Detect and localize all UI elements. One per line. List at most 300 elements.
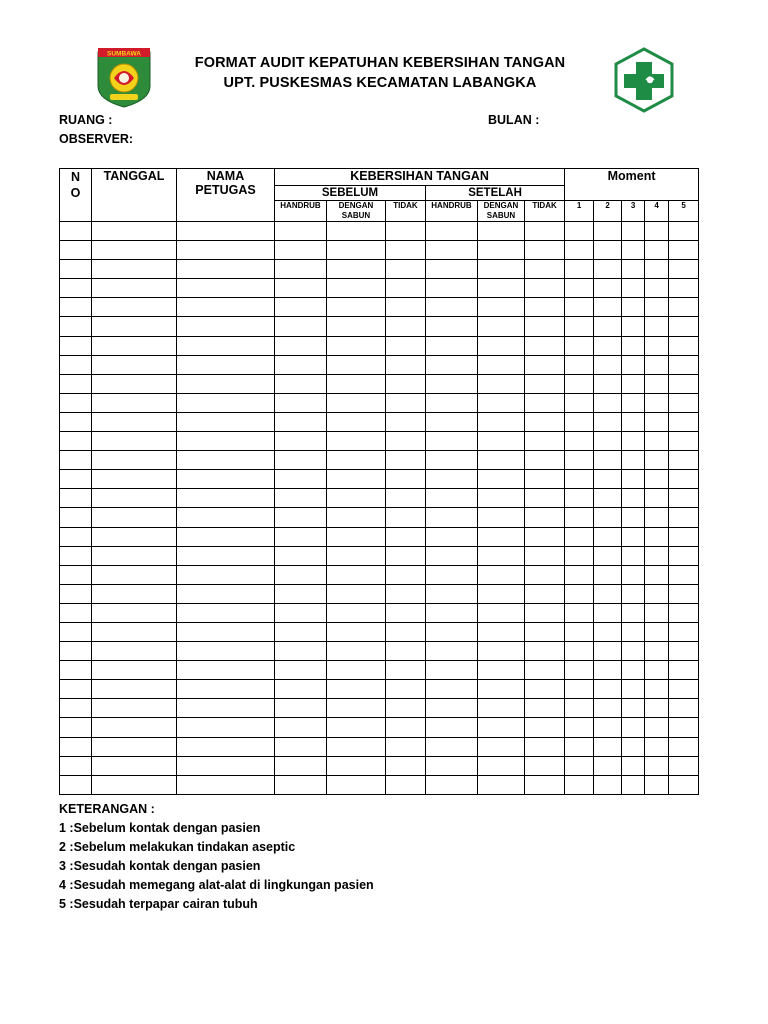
table-cell[interactable] (525, 699, 565, 718)
table-cell[interactable] (478, 622, 525, 641)
table-cell[interactable] (565, 374, 594, 393)
table-cell[interactable] (478, 603, 525, 622)
table-cell[interactable] (478, 374, 525, 393)
table-cell[interactable] (565, 432, 594, 451)
table-cell[interactable] (669, 527, 699, 546)
table-cell[interactable] (275, 317, 327, 336)
table-cell[interactable] (426, 775, 478, 794)
table-cell[interactable] (92, 642, 177, 661)
table-cell[interactable] (622, 279, 645, 298)
table-cell[interactable] (275, 546, 327, 565)
table-cell[interactable] (177, 718, 275, 737)
table-cell[interactable] (622, 565, 645, 584)
table-cell[interactable] (622, 336, 645, 355)
table-cell[interactable] (426, 584, 478, 603)
table-cell[interactable] (478, 355, 525, 374)
table-cell[interactable] (386, 336, 426, 355)
table-cell[interactable] (594, 470, 622, 489)
table-cell[interactable] (565, 260, 594, 279)
table-cell[interactable] (525, 451, 565, 470)
table-cell[interactable] (594, 642, 622, 661)
table-cell[interactable] (386, 718, 426, 737)
table-cell[interactable] (669, 584, 699, 603)
table-cell[interactable] (60, 508, 92, 527)
table-cell[interactable] (525, 527, 565, 546)
table-cell[interactable] (622, 222, 645, 241)
table-cell[interactable] (594, 737, 622, 756)
table-cell[interactable] (177, 527, 275, 546)
table-cell[interactable] (525, 661, 565, 680)
table-cell[interactable] (669, 412, 699, 431)
table-cell[interactable] (669, 241, 699, 260)
table-cell[interactable] (478, 260, 525, 279)
table-cell[interactable] (525, 241, 565, 260)
table-cell[interactable] (478, 222, 525, 241)
table-cell[interactable] (478, 393, 525, 412)
table-cell[interactable] (92, 222, 177, 241)
table-cell[interactable] (525, 393, 565, 412)
table-cell[interactable] (645, 279, 669, 298)
table-cell[interactable] (594, 489, 622, 508)
table-cell[interactable] (525, 756, 565, 775)
table-cell[interactable] (92, 661, 177, 680)
table-cell[interactable] (327, 527, 386, 546)
table-cell[interactable] (525, 508, 565, 527)
table-cell[interactable] (275, 527, 327, 546)
table-cell[interactable] (275, 222, 327, 241)
table-cell[interactable] (60, 451, 92, 470)
table-cell[interactable] (594, 222, 622, 241)
table-cell[interactable] (669, 393, 699, 412)
table-cell[interactable] (525, 298, 565, 317)
table-cell[interactable] (622, 527, 645, 546)
table-cell[interactable] (645, 317, 669, 336)
table-cell[interactable] (60, 336, 92, 355)
table-cell[interactable] (386, 317, 426, 336)
table-cell[interactable] (92, 680, 177, 699)
table-cell[interactable] (327, 412, 386, 431)
table-cell[interactable] (669, 737, 699, 756)
table-cell[interactable] (327, 298, 386, 317)
table-cell[interactable] (327, 374, 386, 393)
table-cell[interactable] (669, 260, 699, 279)
table-cell[interactable] (60, 412, 92, 431)
table-cell[interactable] (478, 642, 525, 661)
table-cell[interactable] (622, 374, 645, 393)
table-cell[interactable] (327, 222, 386, 241)
table-cell[interactable] (92, 298, 177, 317)
table-cell[interactable] (386, 489, 426, 508)
table-cell[interactable] (426, 222, 478, 241)
table-cell[interactable] (645, 622, 669, 641)
table-cell[interactable] (594, 699, 622, 718)
table-cell[interactable] (92, 584, 177, 603)
table-cell[interactable] (478, 584, 525, 603)
table-cell[interactable] (426, 546, 478, 565)
table-cell[interactable] (645, 680, 669, 699)
table-cell[interactable] (92, 355, 177, 374)
table-cell[interactable] (177, 241, 275, 260)
table-cell[interactable] (177, 603, 275, 622)
table-cell[interactable] (525, 546, 565, 565)
table-cell[interactable] (669, 661, 699, 680)
table-cell[interactable] (478, 432, 525, 451)
table-cell[interactable] (327, 355, 386, 374)
table-cell[interactable] (645, 470, 669, 489)
table-cell[interactable] (426, 260, 478, 279)
table-cell[interactable] (645, 527, 669, 546)
table-cell[interactable] (386, 775, 426, 794)
table-cell[interactable] (669, 489, 699, 508)
table-cell[interactable] (327, 279, 386, 298)
table-cell[interactable] (386, 603, 426, 622)
table-cell[interactable] (60, 661, 92, 680)
table-cell[interactable] (327, 584, 386, 603)
table-cell[interactable] (386, 374, 426, 393)
table-cell[interactable] (645, 260, 669, 279)
table-cell[interactable] (426, 393, 478, 412)
table-cell[interactable] (426, 603, 478, 622)
table-cell[interactable] (622, 489, 645, 508)
table-cell[interactable] (478, 241, 525, 260)
table-cell[interactable] (645, 241, 669, 260)
table-cell[interactable] (177, 298, 275, 317)
table-cell[interactable] (386, 432, 426, 451)
table-cell[interactable] (92, 470, 177, 489)
table-cell[interactable] (327, 336, 386, 355)
table-cell[interactable] (478, 565, 525, 584)
table-cell[interactable] (645, 374, 669, 393)
table-cell[interactable] (177, 336, 275, 355)
table-cell[interactable] (60, 489, 92, 508)
table-cell[interactable] (327, 642, 386, 661)
table-cell[interactable] (426, 432, 478, 451)
table-cell[interactable] (60, 470, 92, 489)
table-cell[interactable] (669, 699, 699, 718)
table-cell[interactable] (669, 775, 699, 794)
table-cell[interactable] (275, 718, 327, 737)
table-cell[interactable] (525, 355, 565, 374)
table-cell[interactable] (669, 222, 699, 241)
table-cell[interactable] (327, 775, 386, 794)
table-cell[interactable] (426, 661, 478, 680)
table-cell[interactable] (426, 412, 478, 431)
table-cell[interactable] (565, 584, 594, 603)
table-cell[interactable] (622, 412, 645, 431)
table-cell[interactable] (60, 565, 92, 584)
table-cell[interactable] (594, 775, 622, 794)
table-cell[interactable] (60, 603, 92, 622)
table-cell[interactable] (645, 756, 669, 775)
table-cell[interactable] (386, 622, 426, 641)
table-cell[interactable] (478, 451, 525, 470)
table-cell[interactable] (478, 298, 525, 317)
table-cell[interactable] (426, 317, 478, 336)
table-cell[interactable] (177, 355, 275, 374)
table-cell[interactable] (565, 355, 594, 374)
table-cell[interactable] (92, 432, 177, 451)
table-cell[interactable] (60, 241, 92, 260)
table-cell[interactable] (275, 775, 327, 794)
table-cell[interactable] (60, 317, 92, 336)
table-cell[interactable] (426, 355, 478, 374)
table-cell[interactable] (645, 336, 669, 355)
table-cell[interactable] (565, 642, 594, 661)
table-cell[interactable] (386, 355, 426, 374)
table-cell[interactable] (92, 260, 177, 279)
table-cell[interactable] (386, 260, 426, 279)
table-cell[interactable] (426, 680, 478, 699)
table-cell[interactable] (327, 508, 386, 527)
table-cell[interactable] (92, 508, 177, 527)
table-cell[interactable] (177, 374, 275, 393)
table-cell[interactable] (60, 393, 92, 412)
table-cell[interactable] (275, 661, 327, 680)
table-cell[interactable] (60, 298, 92, 317)
table-cell[interactable] (275, 622, 327, 641)
table-cell[interactable] (525, 279, 565, 298)
table-cell[interactable] (645, 412, 669, 431)
table-cell[interactable] (327, 489, 386, 508)
table-cell[interactable] (275, 565, 327, 584)
table-cell[interactable] (275, 756, 327, 775)
table-cell[interactable] (426, 489, 478, 508)
table-cell[interactable] (565, 661, 594, 680)
table-cell[interactable] (275, 260, 327, 279)
table-cell[interactable] (386, 279, 426, 298)
table-cell[interactable] (645, 393, 669, 412)
table-cell[interactable] (622, 775, 645, 794)
table-cell[interactable] (60, 527, 92, 546)
table-cell[interactable] (177, 432, 275, 451)
table-cell[interactable] (92, 527, 177, 546)
table-cell[interactable] (327, 241, 386, 260)
table-cell[interactable] (177, 699, 275, 718)
table-cell[interactable] (275, 699, 327, 718)
table-cell[interactable] (327, 622, 386, 641)
table-cell[interactable] (525, 374, 565, 393)
table-cell[interactable] (327, 260, 386, 279)
table-cell[interactable] (426, 699, 478, 718)
table-cell[interactable] (60, 680, 92, 699)
table-cell[interactable] (426, 756, 478, 775)
table-cell[interactable] (594, 241, 622, 260)
table-cell[interactable] (327, 565, 386, 584)
table-cell[interactable] (645, 355, 669, 374)
table-cell[interactable] (478, 775, 525, 794)
table-cell[interactable] (92, 565, 177, 584)
table-cell[interactable] (565, 489, 594, 508)
table-cell[interactable] (92, 451, 177, 470)
table-cell[interactable] (525, 622, 565, 641)
table-cell[interactable] (177, 661, 275, 680)
table-cell[interactable] (275, 603, 327, 622)
table-cell[interactable] (525, 470, 565, 489)
table-cell[interactable] (386, 298, 426, 317)
table-cell[interactable] (645, 222, 669, 241)
table-cell[interactable] (669, 355, 699, 374)
table-cell[interactable] (275, 412, 327, 431)
table-cell[interactable] (622, 718, 645, 737)
table-cell[interactable] (177, 565, 275, 584)
table-cell[interactable] (565, 279, 594, 298)
table-cell[interactable] (60, 374, 92, 393)
table-cell[interactable] (327, 393, 386, 412)
table-cell[interactable] (177, 680, 275, 699)
table-cell[interactable] (386, 565, 426, 584)
table-cell[interactable] (669, 470, 699, 489)
table-cell[interactable] (565, 317, 594, 336)
table-cell[interactable] (669, 565, 699, 584)
table-cell[interactable] (594, 317, 622, 336)
table-cell[interactable] (478, 317, 525, 336)
table-cell[interactable] (177, 317, 275, 336)
table-cell[interactable] (177, 642, 275, 661)
table-cell[interactable] (594, 565, 622, 584)
table-cell[interactable] (60, 432, 92, 451)
table-cell[interactable] (60, 699, 92, 718)
table-cell[interactable] (275, 279, 327, 298)
table-cell[interactable] (177, 470, 275, 489)
table-cell[interactable] (594, 622, 622, 641)
table-cell[interactable] (478, 336, 525, 355)
table-cell[interactable] (327, 451, 386, 470)
table-cell[interactable] (645, 603, 669, 622)
table-cell[interactable] (386, 584, 426, 603)
table-cell[interactable] (426, 565, 478, 584)
table-cell[interactable] (177, 489, 275, 508)
table-cell[interactable] (478, 680, 525, 699)
table-cell[interactable] (622, 603, 645, 622)
table-cell[interactable] (275, 489, 327, 508)
table-cell[interactable] (386, 527, 426, 546)
table-cell[interactable] (92, 603, 177, 622)
table-cell[interactable] (669, 279, 699, 298)
table-cell[interactable] (565, 527, 594, 546)
table-cell[interactable] (426, 279, 478, 298)
table-cell[interactable] (594, 756, 622, 775)
table-cell[interactable] (594, 260, 622, 279)
table-cell[interactable] (92, 546, 177, 565)
table-cell[interactable] (177, 393, 275, 412)
table-cell[interactable] (669, 317, 699, 336)
table-cell[interactable] (386, 508, 426, 527)
table-cell[interactable] (275, 451, 327, 470)
table-cell[interactable] (327, 603, 386, 622)
table-cell[interactable] (275, 241, 327, 260)
table-cell[interactable] (565, 470, 594, 489)
table-cell[interactable] (669, 642, 699, 661)
table-cell[interactable] (327, 699, 386, 718)
table-cell[interactable] (478, 699, 525, 718)
table-cell[interactable] (275, 680, 327, 699)
table-cell[interactable] (565, 565, 594, 584)
table-cell[interactable] (525, 432, 565, 451)
table-cell[interactable] (622, 661, 645, 680)
table-cell[interactable] (386, 642, 426, 661)
table-cell[interactable] (594, 508, 622, 527)
table-cell[interactable] (594, 393, 622, 412)
table-cell[interactable] (177, 508, 275, 527)
table-cell[interactable] (92, 489, 177, 508)
table-cell[interactable] (426, 642, 478, 661)
table-cell[interactable] (565, 451, 594, 470)
table-cell[interactable] (565, 622, 594, 641)
table-cell[interactable] (478, 527, 525, 546)
table-cell[interactable] (60, 222, 92, 241)
table-cell[interactable] (645, 642, 669, 661)
table-cell[interactable] (386, 661, 426, 680)
table-cell[interactable] (594, 279, 622, 298)
table-cell[interactable] (645, 737, 669, 756)
table-cell[interactable] (622, 393, 645, 412)
table-cell[interactable] (275, 432, 327, 451)
table-cell[interactable] (426, 451, 478, 470)
table-cell[interactable] (645, 584, 669, 603)
table-cell[interactable] (525, 336, 565, 355)
table-cell[interactable] (386, 756, 426, 775)
table-cell[interactable] (525, 222, 565, 241)
table-cell[interactable] (478, 718, 525, 737)
table-cell[interactable] (177, 584, 275, 603)
table-cell[interactable] (525, 642, 565, 661)
table-cell[interactable] (426, 241, 478, 260)
table-cell[interactable] (92, 336, 177, 355)
table-cell[interactable] (60, 718, 92, 737)
table-cell[interactable] (426, 336, 478, 355)
table-cell[interactable] (565, 298, 594, 317)
table-cell[interactable] (594, 336, 622, 355)
table-cell[interactable] (565, 241, 594, 260)
table-cell[interactable] (525, 317, 565, 336)
table-cell[interactable] (594, 374, 622, 393)
table-cell[interactable] (669, 336, 699, 355)
table-cell[interactable] (327, 470, 386, 489)
table-cell[interactable] (478, 756, 525, 775)
table-cell[interactable] (525, 260, 565, 279)
table-cell[interactable] (669, 432, 699, 451)
table-cell[interactable] (478, 279, 525, 298)
table-cell[interactable] (622, 756, 645, 775)
table-cell[interactable] (565, 756, 594, 775)
table-cell[interactable] (478, 737, 525, 756)
table-cell[interactable] (622, 432, 645, 451)
table-cell[interactable] (386, 699, 426, 718)
table-cell[interactable] (275, 584, 327, 603)
table-cell[interactable] (386, 412, 426, 431)
table-cell[interactable] (60, 279, 92, 298)
table-cell[interactable] (327, 718, 386, 737)
table-cell[interactable] (275, 336, 327, 355)
table-cell[interactable] (565, 508, 594, 527)
table-cell[interactable] (478, 546, 525, 565)
table-cell[interactable] (525, 565, 565, 584)
table-cell[interactable] (594, 603, 622, 622)
table-cell[interactable] (525, 489, 565, 508)
table-cell[interactable] (478, 470, 525, 489)
table-cell[interactable] (275, 470, 327, 489)
table-cell[interactable] (177, 622, 275, 641)
table-cell[interactable] (275, 374, 327, 393)
table-cell[interactable] (669, 298, 699, 317)
table-cell[interactable] (478, 489, 525, 508)
table-cell[interactable] (327, 737, 386, 756)
table-cell[interactable] (645, 451, 669, 470)
table-cell[interactable] (565, 775, 594, 794)
table-cell[interactable] (525, 603, 565, 622)
table-cell[interactable] (645, 298, 669, 317)
table-cell[interactable] (645, 565, 669, 584)
